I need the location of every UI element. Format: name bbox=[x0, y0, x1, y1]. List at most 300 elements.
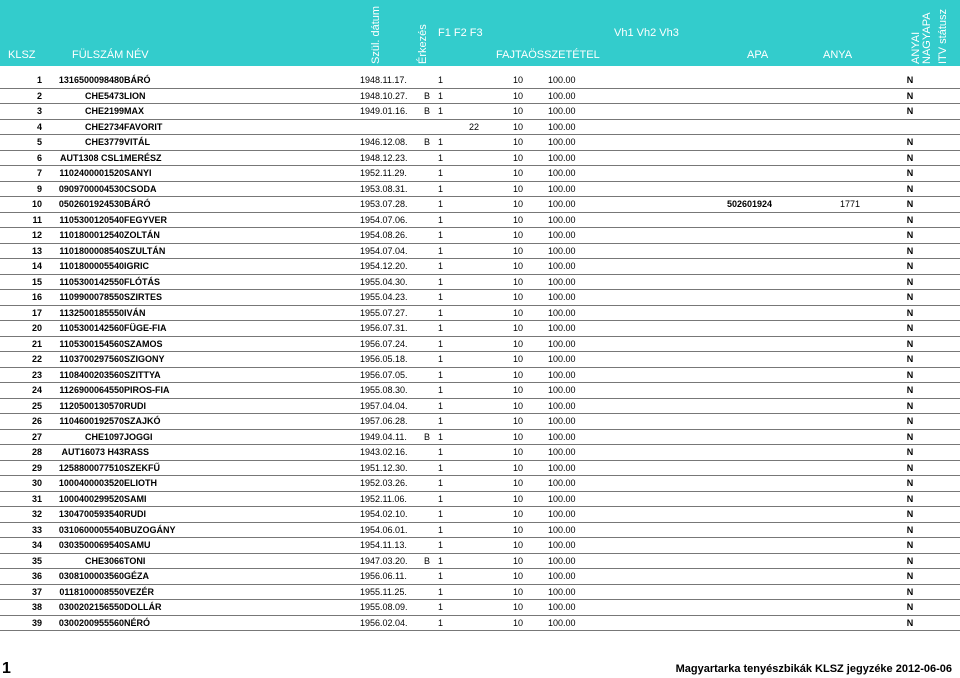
ear-tag: 1000400003520 bbox=[42, 476, 124, 492]
f2-value bbox=[460, 166, 488, 182]
f2-value bbox=[460, 429, 488, 445]
table-row bbox=[0, 104, 960, 120]
row-number: 38 bbox=[0, 600, 42, 616]
vh-value: 100.00 bbox=[548, 73, 696, 88]
arrival: B bbox=[416, 429, 438, 445]
ear-tag: 1000400299520 bbox=[42, 491, 124, 507]
bull-name: LION bbox=[124, 88, 360, 104]
arrival bbox=[416, 414, 438, 430]
maternal-grandfather bbox=[772, 553, 860, 569]
ear-tag: CHE3779 bbox=[42, 135, 124, 151]
vh-value: 100.00 bbox=[548, 507, 696, 523]
ear-tag: 1258800077510 bbox=[42, 460, 124, 476]
breed-composition: 10 bbox=[488, 429, 548, 445]
row-number: 17 bbox=[0, 305, 42, 321]
f2-value bbox=[460, 569, 488, 585]
vh-value: 100.00 bbox=[548, 243, 696, 259]
father bbox=[696, 274, 772, 290]
father: 502601924 bbox=[696, 197, 772, 213]
bull-name: ZOLTÁN bbox=[124, 228, 360, 244]
breed-composition: 10 bbox=[488, 135, 548, 151]
father bbox=[696, 166, 772, 182]
f2-value bbox=[460, 336, 488, 352]
f2-value bbox=[460, 398, 488, 414]
table-row bbox=[0, 522, 960, 538]
table-row bbox=[0, 336, 960, 352]
father bbox=[696, 398, 772, 414]
f1-value: 1 bbox=[438, 228, 460, 244]
f2-value bbox=[460, 212, 488, 228]
table-row bbox=[0, 600, 960, 616]
bull-name: BUZOGÁNY bbox=[124, 522, 360, 538]
table-row bbox=[0, 166, 960, 182]
arrival bbox=[416, 119, 438, 135]
ear-tag: 1105300142550 bbox=[42, 274, 124, 290]
arrival bbox=[416, 212, 438, 228]
row-number: 11 bbox=[0, 212, 42, 228]
f1-value: 1 bbox=[438, 197, 460, 213]
father bbox=[696, 476, 772, 492]
birth-date: 1957.06.28. bbox=[360, 414, 416, 430]
f1-value: 1 bbox=[438, 166, 460, 182]
bull-name: SZAJKÓ bbox=[124, 414, 360, 430]
breed-composition: 10 bbox=[488, 73, 548, 88]
document-footer-title: Magyartarka tenyészbikák KLSZ jegyzéke 2012-06-06 bbox=[675, 663, 952, 675]
itv-status: N bbox=[860, 476, 960, 492]
maternal-grandfather bbox=[772, 212, 860, 228]
table-row bbox=[0, 367, 960, 383]
f2-value bbox=[460, 88, 488, 104]
father bbox=[696, 600, 772, 616]
breed-composition: 10 bbox=[488, 197, 548, 213]
arrival bbox=[416, 507, 438, 523]
birth-date: 1946.12.08. bbox=[360, 135, 416, 151]
f1-value: 1 bbox=[438, 135, 460, 151]
birth-date: 1949.04.11. bbox=[360, 429, 416, 445]
col-vh1-vh3: Vh1 Vh2 Vh3 bbox=[614, 27, 679, 39]
father bbox=[696, 243, 772, 259]
f2-value bbox=[460, 150, 488, 166]
col-erkezes: Érkezés bbox=[417, 24, 429, 64]
bull-name: ELIOTH bbox=[124, 476, 360, 492]
itv-status: N bbox=[860, 150, 960, 166]
f1-value: 1 bbox=[438, 367, 460, 383]
f1-value: 1 bbox=[438, 460, 460, 476]
arrival bbox=[416, 336, 438, 352]
arrival bbox=[416, 460, 438, 476]
vh-value: 100.00 bbox=[548, 166, 696, 182]
row-number: 24 bbox=[0, 383, 42, 399]
row-number: 21 bbox=[0, 336, 42, 352]
f2-value bbox=[460, 600, 488, 616]
bull-name: DOLLÁR bbox=[124, 600, 360, 616]
row-number: 5 bbox=[0, 135, 42, 151]
f2-value bbox=[460, 228, 488, 244]
arrival bbox=[416, 243, 438, 259]
ear-tag: 1126900064550 bbox=[42, 383, 124, 399]
maternal-grandfather bbox=[772, 445, 860, 461]
bull-name: RUDI bbox=[124, 398, 360, 414]
bull-name: JOGGI bbox=[124, 429, 360, 445]
maternal-grandfather bbox=[772, 135, 860, 151]
arrival bbox=[416, 73, 438, 88]
itv-status: N bbox=[860, 73, 960, 88]
bull-name: NÉRÓ bbox=[124, 615, 360, 631]
itv-status: N bbox=[860, 584, 960, 600]
vh-value: 100.00 bbox=[548, 135, 696, 151]
maternal-grandfather: 1771 bbox=[772, 197, 860, 213]
ear-tag: 0300202156550 bbox=[42, 600, 124, 616]
bull-name: SZITTYA bbox=[124, 367, 360, 383]
table-row bbox=[0, 243, 960, 259]
table-row bbox=[0, 119, 960, 135]
arrival: B bbox=[416, 553, 438, 569]
bull-name: PIROS-FIA bbox=[124, 383, 360, 399]
itv-status: N bbox=[860, 460, 960, 476]
father bbox=[696, 383, 772, 399]
f2-value bbox=[460, 321, 488, 337]
arrival bbox=[416, 228, 438, 244]
f2-value bbox=[460, 553, 488, 569]
arrival bbox=[416, 367, 438, 383]
birth-date: 1956.02.04. bbox=[360, 615, 416, 631]
row-number: 9 bbox=[0, 181, 42, 197]
itv-status: N bbox=[860, 212, 960, 228]
bull-name: MERÉSZ bbox=[124, 150, 360, 166]
table-row bbox=[0, 383, 960, 399]
birth-date: 1954.07.04. bbox=[360, 243, 416, 259]
f1-value bbox=[438, 119, 460, 135]
table-row bbox=[0, 150, 960, 166]
vh-value: 100.00 bbox=[548, 352, 696, 368]
vh-value: 100.00 bbox=[548, 429, 696, 445]
itv-status: N bbox=[860, 228, 960, 244]
arrival bbox=[416, 445, 438, 461]
f2-value bbox=[460, 197, 488, 213]
ear-tag: 1103700297560 bbox=[42, 352, 124, 368]
maternal-grandfather bbox=[772, 321, 860, 337]
arrival bbox=[416, 274, 438, 290]
f2-value bbox=[460, 305, 488, 321]
ear-tag: 1102400001520 bbox=[42, 166, 124, 182]
table-row bbox=[0, 212, 960, 228]
f1-value: 1 bbox=[438, 383, 460, 399]
col-itv-statusz: ITV státusz bbox=[937, 8, 949, 64]
vh-value: 100.00 bbox=[548, 259, 696, 275]
arrival bbox=[416, 352, 438, 368]
breed-composition: 10 bbox=[488, 491, 548, 507]
breed-composition: 10 bbox=[488, 290, 548, 306]
father bbox=[696, 135, 772, 151]
f1-value: 1 bbox=[438, 104, 460, 120]
bull-name: BÁRÓ bbox=[124, 73, 360, 88]
father bbox=[696, 104, 772, 120]
itv-status: N bbox=[860, 445, 960, 461]
birth-date: 1954.11.13. bbox=[360, 538, 416, 554]
table-row bbox=[0, 321, 960, 337]
itv-status: N bbox=[860, 507, 960, 523]
itv-status: N bbox=[860, 538, 960, 554]
maternal-grandfather bbox=[772, 228, 860, 244]
maternal-grandfather bbox=[772, 336, 860, 352]
arrival: B bbox=[416, 135, 438, 151]
vh-value: 100.00 bbox=[548, 398, 696, 414]
row-number: 37 bbox=[0, 584, 42, 600]
maternal-grandfather bbox=[772, 383, 860, 399]
father bbox=[696, 445, 772, 461]
breed-composition: 10 bbox=[488, 367, 548, 383]
birth-date: 1947.03.20. bbox=[360, 553, 416, 569]
f1-value: 1 bbox=[438, 538, 460, 554]
bull-name: IVÁN bbox=[124, 305, 360, 321]
arrival: B bbox=[416, 88, 438, 104]
ear-tag: 1109900078550 bbox=[42, 290, 124, 306]
arrival bbox=[416, 197, 438, 213]
vh-value: 100.00 bbox=[548, 321, 696, 337]
vh-value: 100.00 bbox=[548, 445, 696, 461]
table-row bbox=[0, 615, 960, 631]
f2-value bbox=[460, 538, 488, 554]
f1-value: 1 bbox=[438, 212, 460, 228]
f2-value bbox=[460, 522, 488, 538]
birth-date: 1955.04.23. bbox=[360, 290, 416, 306]
arrival bbox=[416, 290, 438, 306]
father bbox=[696, 507, 772, 523]
maternal-grandfather bbox=[772, 352, 860, 368]
table-row bbox=[0, 429, 960, 445]
row-number: 7 bbox=[0, 166, 42, 182]
ear-tag: 1304700593540 bbox=[42, 507, 124, 523]
breed-composition: 10 bbox=[488, 538, 548, 554]
bull-name: RASS bbox=[124, 445, 360, 461]
arrival bbox=[416, 166, 438, 182]
ear-tag: 1132500185550 bbox=[42, 305, 124, 321]
birth-date: 1956.07.31. bbox=[360, 321, 416, 337]
row-number: 4 bbox=[0, 119, 42, 135]
row-number: 32 bbox=[0, 507, 42, 523]
maternal-grandfather bbox=[772, 398, 860, 414]
breed-composition: 10 bbox=[488, 104, 548, 120]
ear-tag: AUT16073 H43 bbox=[42, 445, 124, 461]
bull-name: TONI bbox=[124, 553, 360, 569]
row-number: 26 bbox=[0, 414, 42, 430]
breed-composition: 10 bbox=[488, 150, 548, 166]
row-number: 29 bbox=[0, 460, 42, 476]
f1-value: 1 bbox=[438, 352, 460, 368]
arrival bbox=[416, 491, 438, 507]
arrival bbox=[416, 259, 438, 275]
ear-tag: 0118100008550 bbox=[42, 584, 124, 600]
f2-value bbox=[460, 181, 488, 197]
itv-status: N bbox=[860, 104, 960, 120]
breed-composition: 10 bbox=[488, 228, 548, 244]
row-number: 34 bbox=[0, 538, 42, 554]
itv-status: N bbox=[860, 321, 960, 337]
father bbox=[696, 73, 772, 88]
ear-tag: CHE2199 bbox=[42, 104, 124, 120]
table-row bbox=[0, 445, 960, 461]
table-row bbox=[0, 181, 960, 197]
birth-date: 1957.04.04. bbox=[360, 398, 416, 414]
birth-date: 1956.05.18. bbox=[360, 352, 416, 368]
vh-value: 100.00 bbox=[548, 553, 696, 569]
maternal-grandfather bbox=[772, 460, 860, 476]
f2-value bbox=[460, 290, 488, 306]
f2-value: 22 bbox=[460, 119, 488, 135]
breed-composition: 10 bbox=[488, 212, 548, 228]
arrival: B bbox=[416, 104, 438, 120]
breed-composition: 10 bbox=[488, 414, 548, 430]
vh-value: 100.00 bbox=[548, 274, 696, 290]
maternal-grandfather bbox=[772, 414, 860, 430]
table-row bbox=[0, 569, 960, 585]
father bbox=[696, 615, 772, 631]
bull-name: BÁRÓ bbox=[124, 197, 360, 213]
vh-value: 100.00 bbox=[548, 615, 696, 631]
bull-name: CSODA bbox=[124, 181, 360, 197]
father bbox=[696, 181, 772, 197]
ear-tag: 0303500069540 bbox=[42, 538, 124, 554]
f1-value: 1 bbox=[438, 507, 460, 523]
birth-date: 1955.11.25. bbox=[360, 584, 416, 600]
bull-name: SZIRTES bbox=[124, 290, 360, 306]
arrival bbox=[416, 522, 438, 538]
bull-name: IGRIC bbox=[124, 259, 360, 275]
maternal-grandfather bbox=[772, 491, 860, 507]
itv-status: N bbox=[860, 414, 960, 430]
table-row bbox=[0, 135, 960, 151]
f1-value: 1 bbox=[438, 150, 460, 166]
itv-status: N bbox=[860, 352, 960, 368]
maternal-grandfather bbox=[772, 274, 860, 290]
bull-name: SAMI bbox=[124, 491, 360, 507]
maternal-grandfather bbox=[772, 569, 860, 585]
itv-status: N bbox=[860, 615, 960, 631]
row-number: 20 bbox=[0, 321, 42, 337]
bull-name: MAX bbox=[124, 104, 360, 120]
arrival bbox=[416, 600, 438, 616]
table-row bbox=[0, 553, 960, 569]
itv-status: N bbox=[860, 88, 960, 104]
father bbox=[696, 352, 772, 368]
bull-name: VEZÉR bbox=[124, 584, 360, 600]
bull-name: VITÁL bbox=[124, 135, 360, 151]
birth-date: 1955.07.27. bbox=[360, 305, 416, 321]
table-row bbox=[0, 88, 960, 104]
maternal-grandfather bbox=[772, 429, 860, 445]
ear-tag: 0308100003560 bbox=[42, 569, 124, 585]
breed-composition: 10 bbox=[488, 460, 548, 476]
arrival bbox=[416, 584, 438, 600]
ear-tag: 1101800005540 bbox=[42, 259, 124, 275]
ear-tag: CHE2734 bbox=[42, 119, 124, 135]
f2-value bbox=[460, 383, 488, 399]
breed-composition: 10 bbox=[488, 584, 548, 600]
itv-status: N bbox=[860, 181, 960, 197]
ear-tag: 0909700004530 bbox=[42, 181, 124, 197]
table-row bbox=[0, 73, 960, 88]
ear-tag: CHE5473 bbox=[42, 88, 124, 104]
f1-value: 1 bbox=[438, 615, 460, 631]
f1-value: 1 bbox=[438, 398, 460, 414]
itv-status: N bbox=[860, 367, 960, 383]
breed-composition: 10 bbox=[488, 243, 548, 259]
birth-date: 1951.12.30. bbox=[360, 460, 416, 476]
breed-composition: 10 bbox=[488, 166, 548, 182]
table-row bbox=[0, 491, 960, 507]
vh-value: 100.00 bbox=[548, 228, 696, 244]
ear-tag: 1101800008540 bbox=[42, 243, 124, 259]
breed-composition: 10 bbox=[488, 259, 548, 275]
vh-value: 100.00 bbox=[548, 538, 696, 554]
row-number: 31 bbox=[0, 491, 42, 507]
bull-name: FEGYVER bbox=[124, 212, 360, 228]
father bbox=[696, 321, 772, 337]
father bbox=[696, 538, 772, 554]
breed-composition: 10 bbox=[488, 522, 548, 538]
bull-name: SAMU bbox=[124, 538, 360, 554]
father bbox=[696, 119, 772, 135]
breed-composition: 10 bbox=[488, 569, 548, 585]
birth-date: 1955.08.09. bbox=[360, 600, 416, 616]
row-number: 28 bbox=[0, 445, 42, 461]
vh-value: 100.00 bbox=[548, 119, 696, 135]
maternal-grandfather bbox=[772, 181, 860, 197]
breed-composition: 10 bbox=[488, 336, 548, 352]
table-row bbox=[0, 290, 960, 306]
maternal-grandfather bbox=[772, 243, 860, 259]
col-anya: ANYA bbox=[823, 49, 853, 61]
father bbox=[696, 150, 772, 166]
maternal-grandfather bbox=[772, 259, 860, 275]
ear-tag: 0300200955560 bbox=[42, 615, 124, 631]
itv-status: N bbox=[860, 569, 960, 585]
breed-composition: 10 bbox=[488, 181, 548, 197]
f2-value bbox=[460, 615, 488, 631]
table-row bbox=[0, 228, 960, 244]
itv-status: N bbox=[860, 135, 960, 151]
maternal-grandfather bbox=[772, 615, 860, 631]
birth-date: 1954.06.01. bbox=[360, 522, 416, 538]
f1-value: 1 bbox=[438, 553, 460, 569]
itv-status: N bbox=[860, 600, 960, 616]
vh-value: 100.00 bbox=[548, 383, 696, 399]
birth-date: 1949.01.16. bbox=[360, 104, 416, 120]
maternal-grandfather bbox=[772, 150, 860, 166]
maternal-grandfather bbox=[772, 600, 860, 616]
bull-name: SZULTÁN bbox=[124, 243, 360, 259]
arrival bbox=[416, 615, 438, 631]
itv-status bbox=[860, 119, 960, 135]
breed-composition: 10 bbox=[488, 553, 548, 569]
birth-date: 1955.04.30. bbox=[360, 274, 416, 290]
row-number: 16 bbox=[0, 290, 42, 306]
f2-value bbox=[460, 584, 488, 600]
col-f1-f3: F1 F2 F3 bbox=[438, 27, 483, 39]
f1-value: 1 bbox=[438, 243, 460, 259]
breed-composition: 10 bbox=[488, 305, 548, 321]
itv-status: N bbox=[860, 197, 960, 213]
ear-tag: CHE1097 bbox=[42, 429, 124, 445]
maternal-grandfather bbox=[772, 290, 860, 306]
birth-date: 1956.07.05. bbox=[360, 367, 416, 383]
vh-value: 100.00 bbox=[548, 290, 696, 306]
f2-value bbox=[460, 104, 488, 120]
f2-value bbox=[460, 460, 488, 476]
col-apa: APA bbox=[747, 49, 769, 61]
f1-value: 1 bbox=[438, 414, 460, 430]
ear-tag: AUT1308 CSL1 bbox=[42, 150, 124, 166]
